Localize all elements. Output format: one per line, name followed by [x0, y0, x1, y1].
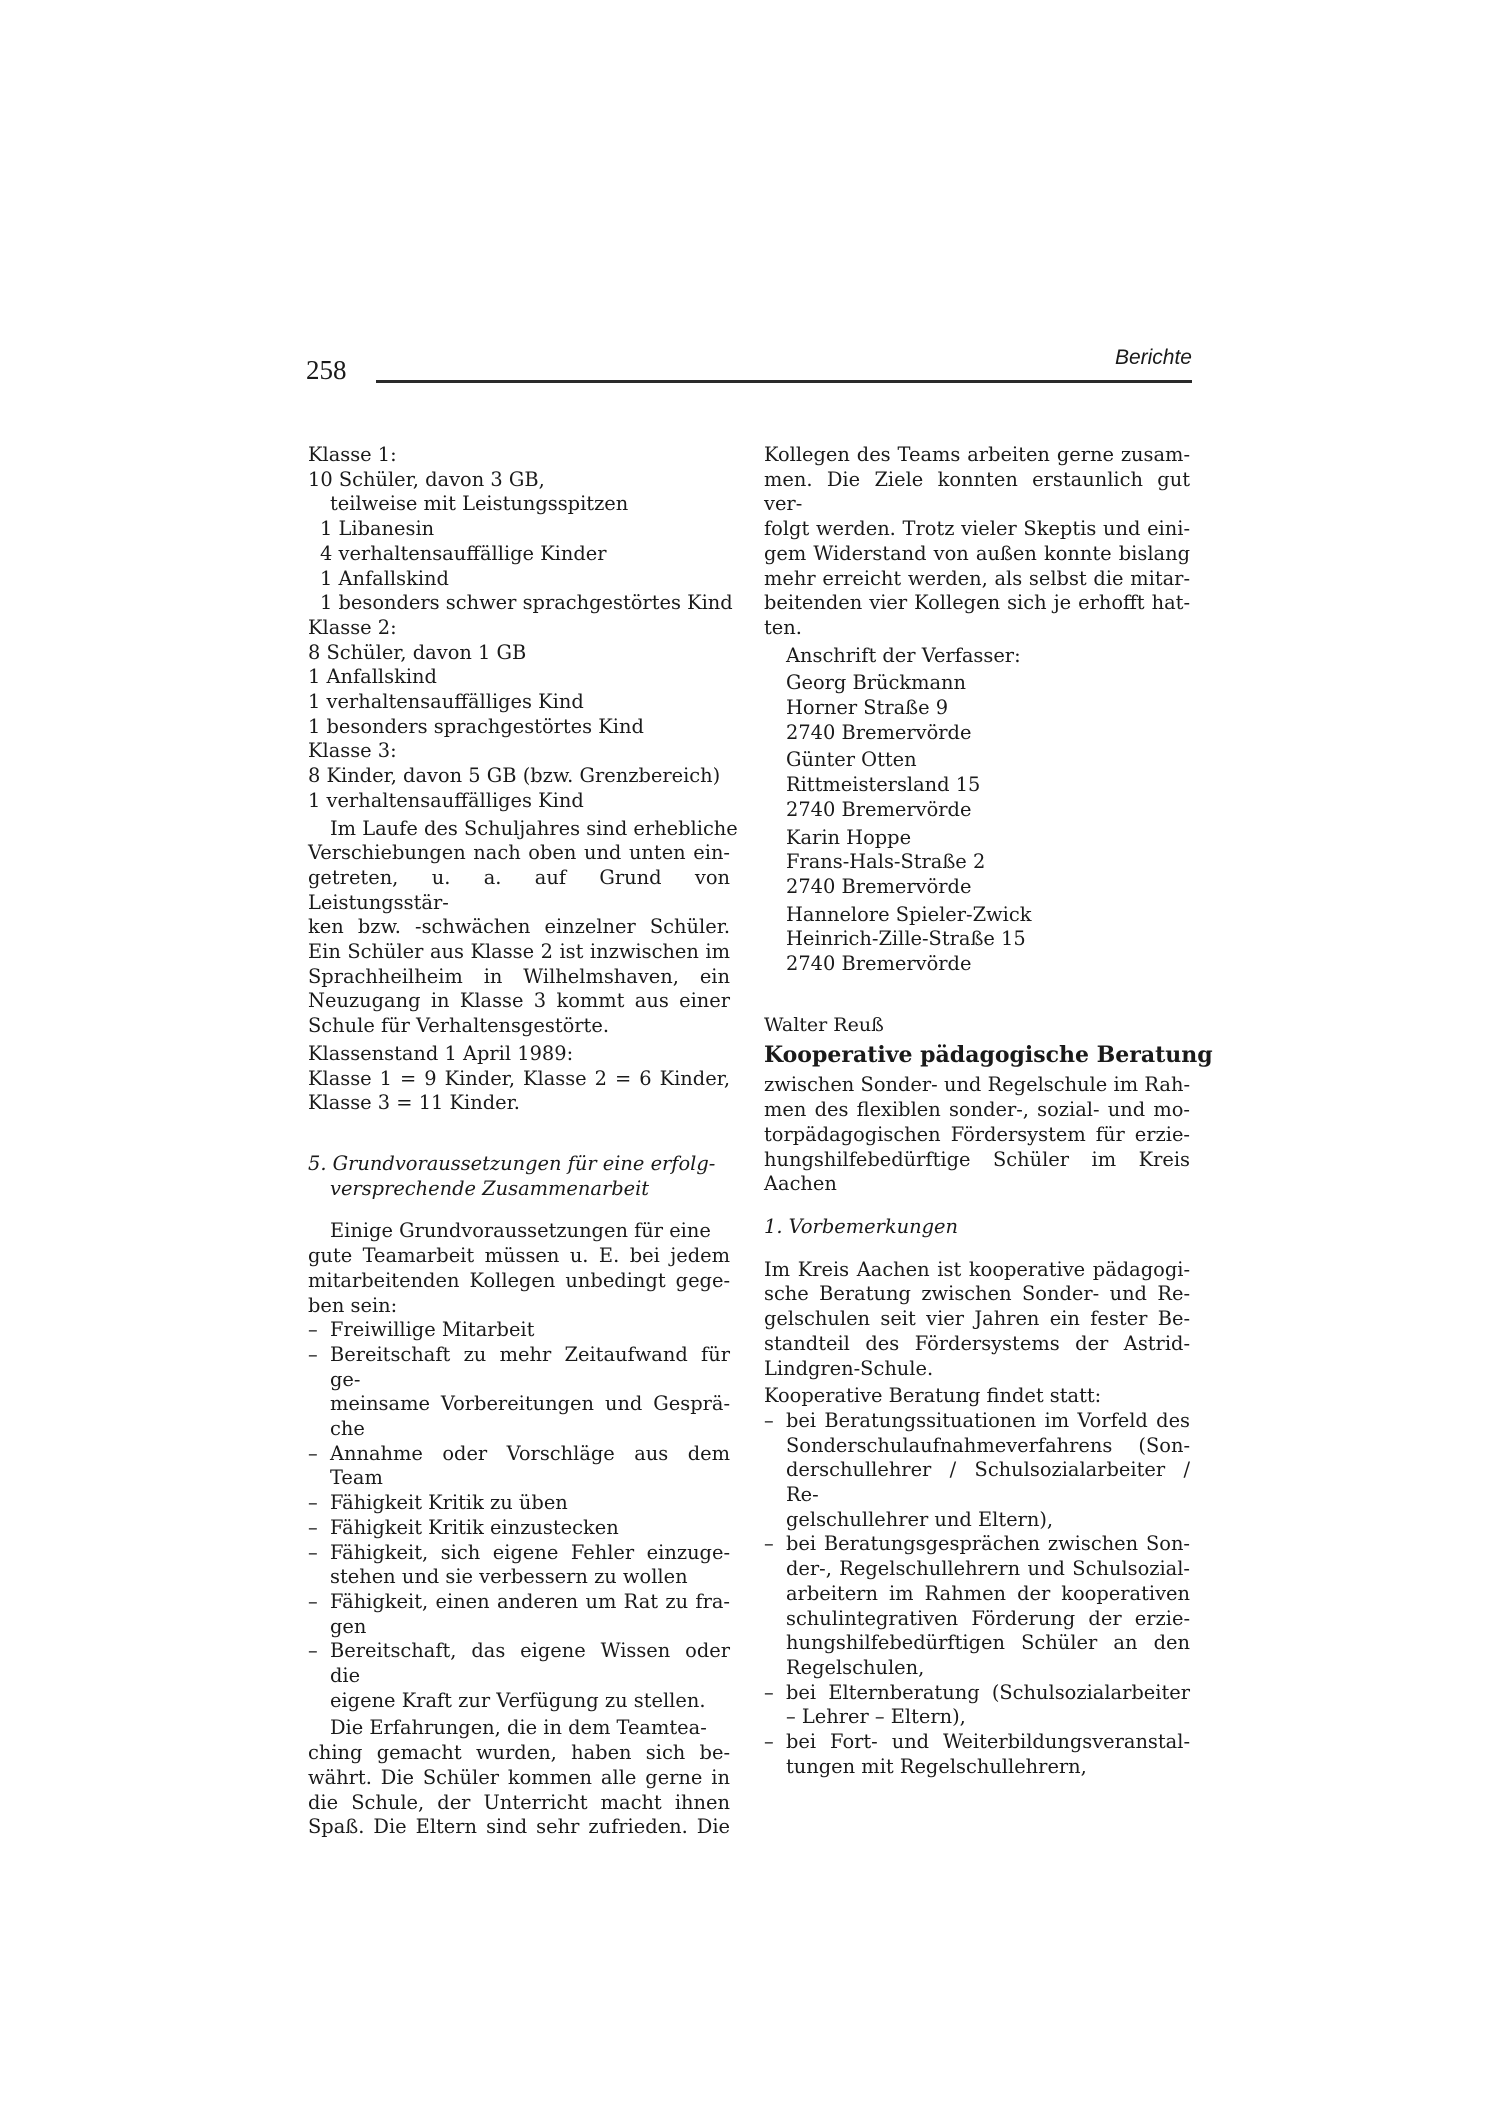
klasse1-line: 1 besonders schwer sprachgestörtes Kind: [320, 591, 733, 615]
right-column: [764, 443, 1213, 1779]
dash-glyph: –: [764, 1532, 774, 1556]
article-author: Walter Reuß: [764, 1013, 884, 1036]
paragraph-line: gute Teamarbeit müssen u. E. bei jedem: [308, 1244, 730, 1268]
address-block: Georg Brückmann Horner Straße 9 2740 Bremervörde: [786, 671, 972, 744]
list-item: – Annahme oder Vorschläge aus dem Team: [308, 1441, 730, 1490]
address-block: Günter Otten Rittmeistersland 15 2740 Bremervörde: [786, 748, 981, 821]
klassenstand-line: Klasse 1 = 9 Kinder, Klasse 2 = 6 Kinder,: [308, 1066, 730, 1090]
paragraph-line: Kooperative Beratung findet statt:: [764, 1384, 1102, 1408]
paragraph-line: Neuzugang in Klasse 3 kommt aus einer: [308, 989, 730, 1013]
paragraph-line: Lindgren-Schule.: [764, 1356, 934, 1380]
list-item: – bei Elternberatung (Schulsozialarbeiter – Lehrer – Eltern),: [764, 1680, 1190, 1729]
paragraph-line: Sprachheilheim in Wilhelmshaven, ein: [308, 964, 730, 988]
list-item: – Freiwillige Mitarbeit: [308, 1318, 535, 1342]
list-item: – Fähigkeit Kritik einzustecken: [308, 1515, 619, 1539]
klasse2-line: 1 besonders sprachgestörtes Kind: [308, 714, 644, 738]
klasse3-line: 8 Kinder, davon 5 GB (bzw. Grenzbereich): [308, 764, 721, 788]
paragraph-line: ten.: [764, 615, 802, 639]
paragraph-line: Schule für Verhaltensgestörte.: [308, 1014, 609, 1038]
list-item: – Bereitschaft zu mehr Zeitaufwand für ge- meinsame Vorbereitungen und Gesprä- che: [308, 1342, 730, 1441]
klassenstand-line: Klassenstand 1 April 1989:: [308, 1041, 574, 1065]
klasse2-line: 1 verhaltensauffälliges Kind: [308, 690, 584, 714]
dash-glyph: –: [764, 1730, 774, 1754]
address-block: Karin Hoppe Frans-Hals-Straße 2 2740 Bremervörde: [786, 825, 986, 898]
paragraph-line: sche Beratung zwischen Sonder- und Re-: [764, 1282, 1190, 1306]
paragraph-line: folgt werden. Trotz vieler Skeptis und eini-: [764, 517, 1190, 541]
list-item: – Fähigkeit, einen anderen um Rat zu fra- gen: [308, 1589, 730, 1638]
paragraph-line: Im Kreis Aachen ist kooperative pädagogi-: [764, 1257, 1190, 1281]
paragraph-line: gem Widerstand von außen konnte bislang: [764, 541, 1190, 565]
paragraph-line: standteil des Fördersystems der Astrid-: [764, 1331, 1190, 1355]
dash-glyph: –: [308, 1491, 318, 1515]
paragraph-line: Kollegen des Teams arbeiten gerne zusam-: [764, 443, 1190, 466]
section-heading: 5. Grundvoraussetzungen für eine erfolg-: [308, 1151, 716, 1175]
dash-glyph: –: [308, 1515, 318, 1539]
klassenstand-line: Klasse 3 = 11 Kinder.: [308, 1091, 520, 1115]
section-heading: versprechende Zusammenarbeit: [330, 1176, 650, 1200]
klasse1-line: 1 Anfallskind: [320, 566, 449, 590]
paragraph-line: mehr erreicht werden, als selbst die mitar-: [764, 566, 1190, 590]
section-heading: 1. Vorbemerkungen: [764, 1214, 958, 1238]
dash-glyph: –: [308, 1639, 318, 1663]
klasse1-line: 4 verhaltensauffällige Kinder: [320, 541, 607, 565]
list-item: – Fähigkeit, sich eigene Fehler einzuge- stehen und sie verbessern zu wollen: [308, 1540, 730, 1589]
list-item: – bei Beratungssituationen im Vorfeld des Sonderschulaufnahmeverfahrens (Son- derschullehrer / Schulsozialarbeiter / Re- gelschullehrer und Eltern),: [764, 1408, 1190, 1531]
paragraph-line: mitarbeitenden Kollegen unbedingt gege-: [308, 1268, 730, 1292]
paragraph-line: ben sein:: [308, 1293, 398, 1317]
article-subtitle: zwischen Sonder- und Regelschule im Rah-: [764, 1073, 1190, 1097]
running-head: Berichte: [1114, 346, 1192, 369]
klasse1-line: 10 Schüler, davon 3 GB,: [308, 467, 545, 491]
address-block: Hannelore Spieler-Zwick Heinrich-Zille-Straße 15 2740 Bremervörde: [786, 902, 1032, 976]
paragraph-line: Einige Grundvoraussetzungen für eine: [330, 1219, 711, 1243]
article-subtitle: hungshilfebedürftige Schüler im Kreis: [764, 1147, 1190, 1171]
klasse1-line: teilweise mit Leistungsspitzen: [330, 492, 629, 516]
address-title: Anschrift der Verfasser:: [786, 643, 1021, 667]
klasse3-title: Klasse 3:: [308, 739, 397, 763]
paragraph-line: Spaß. Die Eltern sind sehr zufrieden. Die: [308, 1815, 730, 1839]
article-subtitle: Aachen: [764, 1172, 837, 1196]
dash-glyph: –: [764, 1408, 774, 1432]
list-item: – Fähigkeit Kritik zu üben: [308, 1491, 568, 1515]
klasse1-title: Klasse 1:: [308, 443, 397, 466]
paragraph-line: men. Die Ziele konnten erstaunlich gut ver-: [764, 467, 1190, 516]
klasse2-line: 1 Anfallskind: [308, 665, 437, 689]
article-title: Kooperative pädagogische Beratung: [764, 1042, 1213, 1069]
dash-glyph: –: [308, 1540, 318, 1564]
klasse3-line: 1 verhaltensauffälliges Kind: [308, 788, 584, 812]
list-item: – bei Fort- und Weiterbildungsveranstal- tungen mit Regelschullehrern,: [764, 1730, 1190, 1778]
klasse1-line: 1 Libanesin: [320, 517, 435, 541]
header-rule: [376, 380, 1192, 383]
article-subtitle: men des flexiblen sonder-, sozial- und mo-: [764, 1098, 1190, 1122]
paragraph-line: ken bzw. -schwächen einzelner Schüler.: [308, 915, 730, 939]
dash-glyph: –: [308, 1342, 318, 1366]
dash-glyph: –: [308, 1441, 318, 1465]
dash-glyph: –: [308, 1318, 318, 1342]
list-item: – Bereitschaft, das eigene Wissen oder die eigene Kraft zur Verfügung zu stellen.: [308, 1639, 730, 1712]
klasse2-title: Klasse 2:: [308, 615, 397, 639]
paragraph-line: Ein Schüler aus Klasse 2 ist inzwischen im: [308, 940, 730, 964]
klasse2-line: 8 Schüler, davon 1 GB: [308, 640, 527, 664]
paragraph-line: ching gemacht wurden, haben sich be-: [308, 1741, 730, 1765]
paragraph-line: Die Erfahrungen, die in dem Teamtea-: [330, 1716, 707, 1740]
paragraph-line: gelschulen seit vier Jahren ein fester Be-: [764, 1307, 1190, 1331]
paragraph-line: Im Laufe des Schuljahres sind erhebliche: [330, 816, 738, 840]
paragraph-line: getreten, u. a. auf Grund von Leistungsstär-: [308, 865, 730, 914]
dash-glyph: –: [308, 1589, 318, 1613]
article-subtitle: torpädagogischen Fördersystem für erzie-: [764, 1122, 1190, 1146]
dash-glyph: –: [764, 1680, 774, 1704]
paragraph-line: die Schule, der Unterricht macht ihnen: [308, 1790, 730, 1814]
left-column: [308, 443, 738, 1840]
paragraph-line: beitenden vier Kollegen sich je erhofft hat-: [764, 591, 1190, 615]
page-number: 258: [306, 355, 347, 385]
list-item: – bei Beratungsgesprächen zwischen Son- der-, Regelschullehrern und Schulsozial- arbeitern im Rahmen der kooperativen schulintegrativen Förderung der erzie- hungshilfebedürftigen Schüler an den Regelschulen,: [764, 1532, 1190, 1679]
paragraph-line: Verschiebungen nach oben und unten ein-: [308, 841, 730, 865]
paragraph-line: währt. Die Schüler kommen alle gerne in: [308, 1765, 730, 1789]
